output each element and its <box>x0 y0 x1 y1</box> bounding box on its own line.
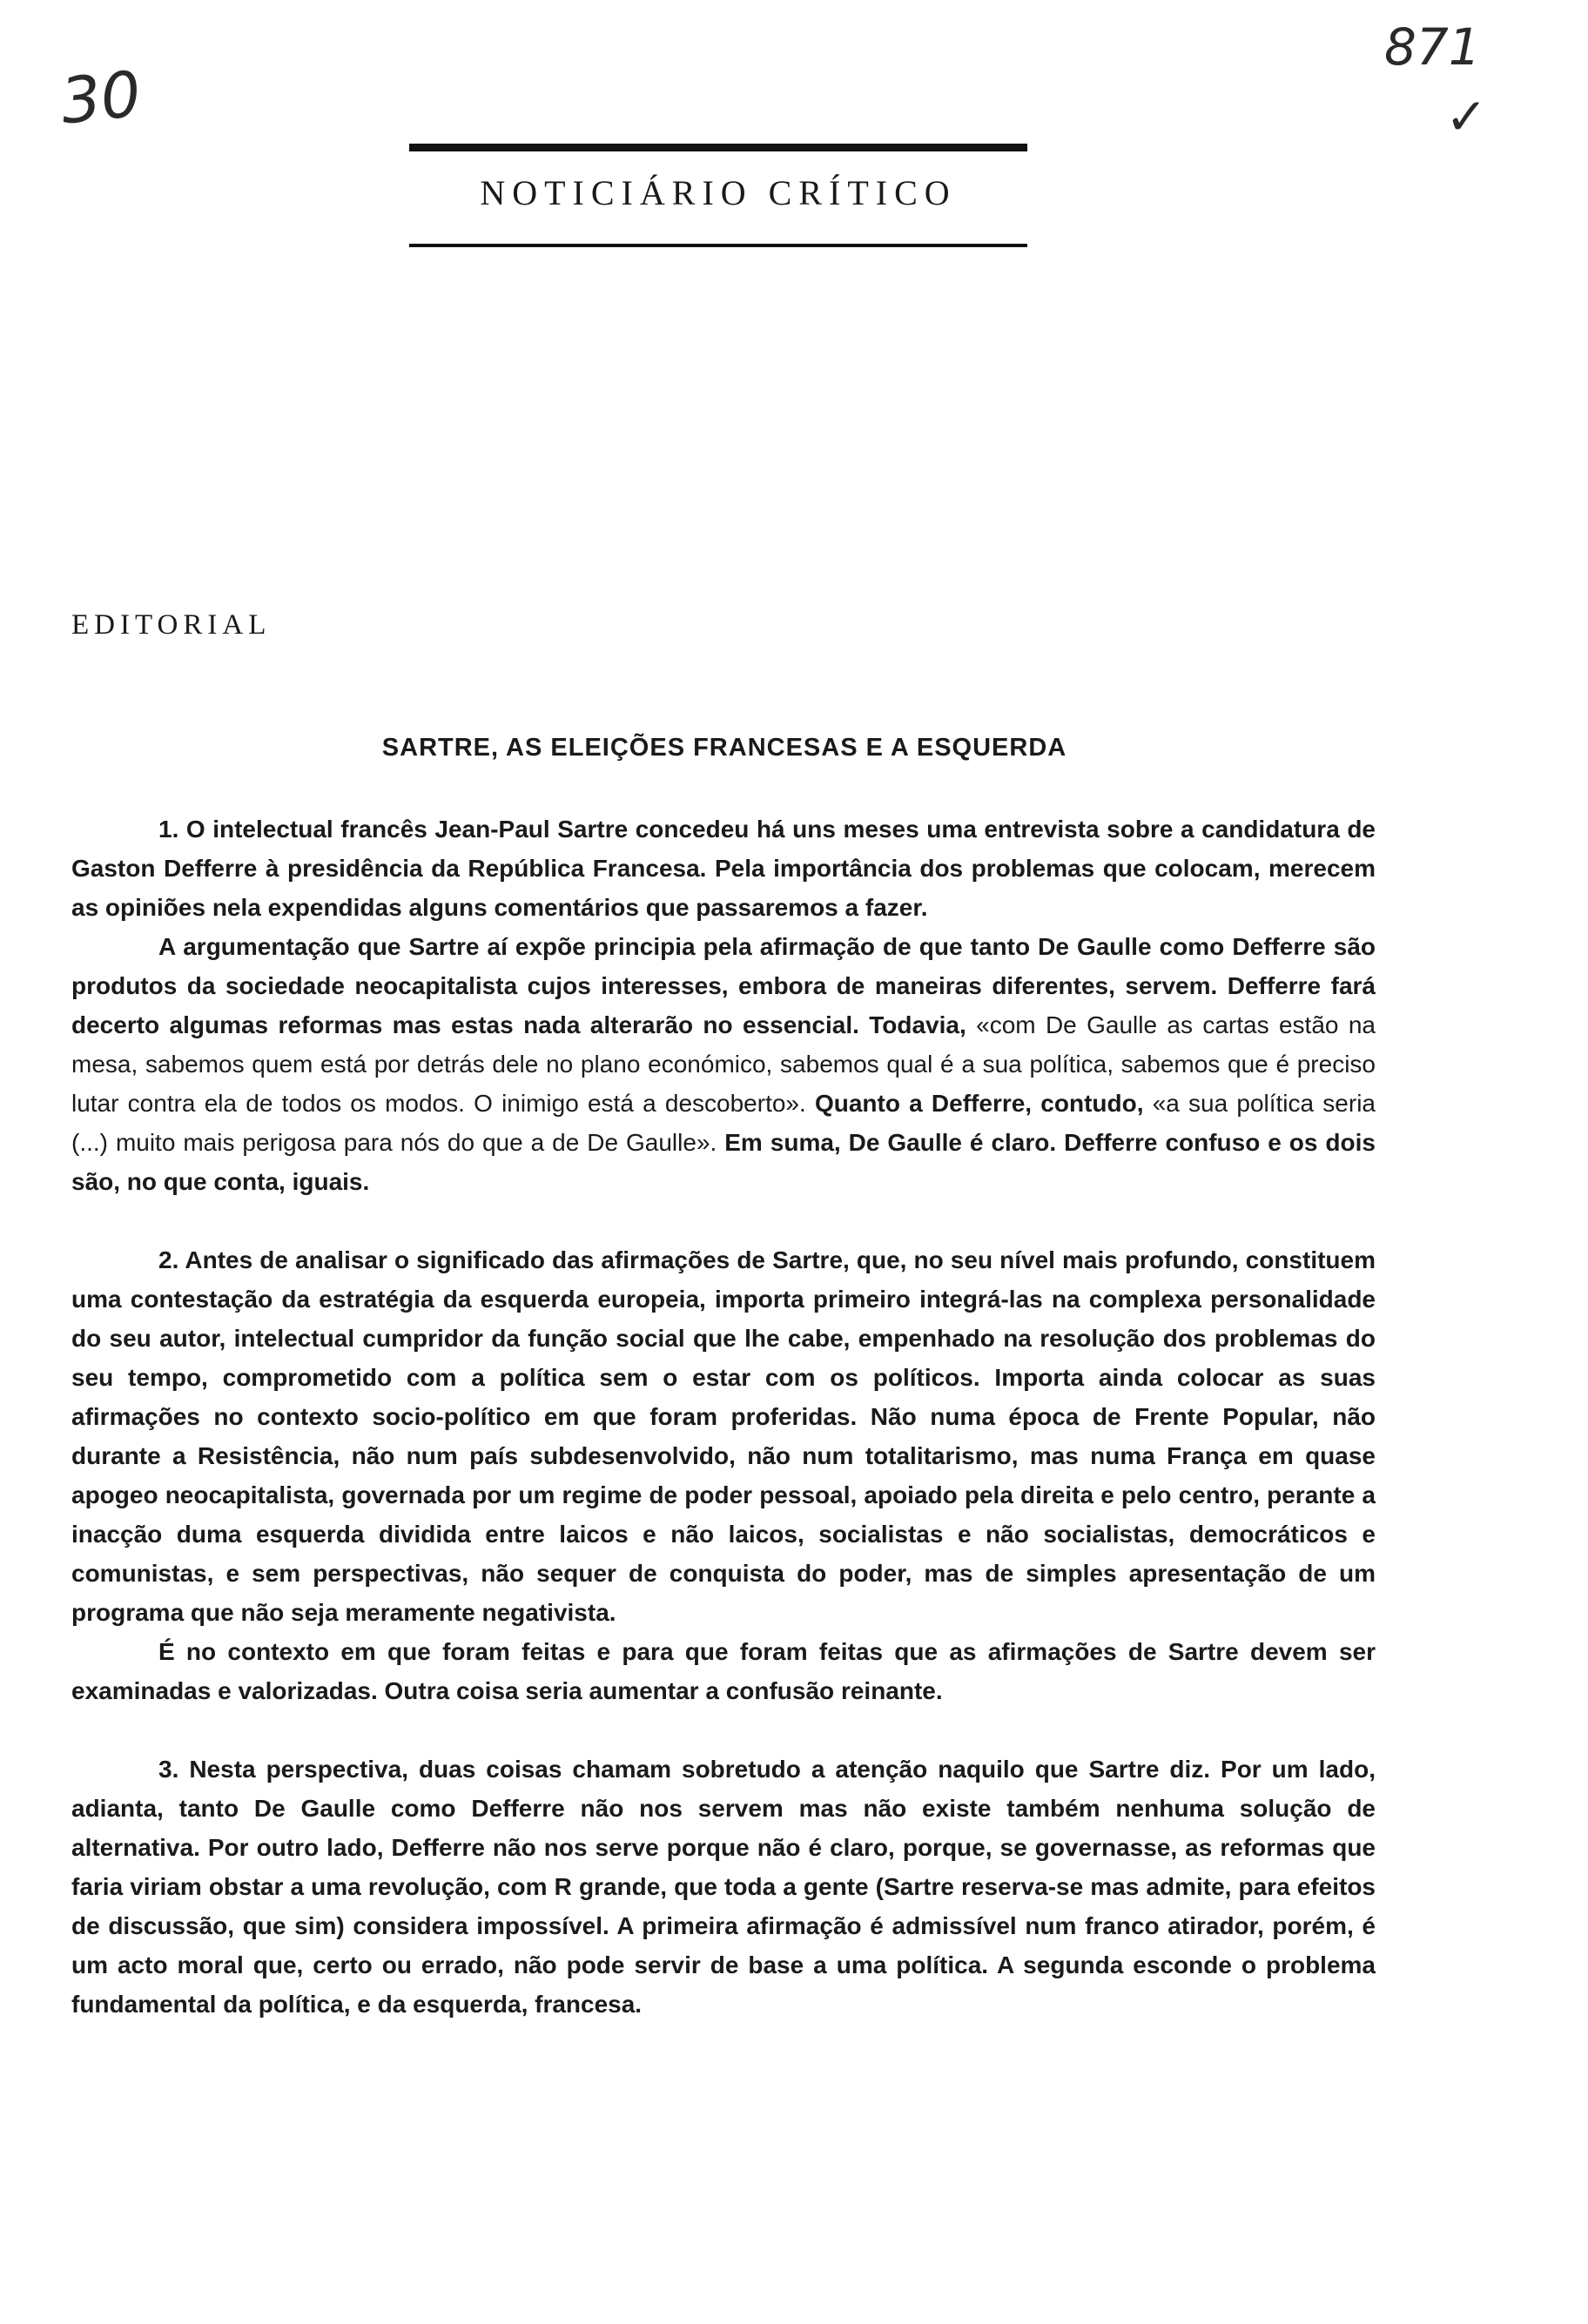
section-label: EDITORIAL <box>71 609 272 641</box>
paragraph-number: 2. <box>158 1246 185 1273</box>
paragraph-5 <box>71 1750 1376 2024</box>
paragraph-3 <box>71 1240 1376 1632</box>
paragraph-number: 3. <box>158 1756 190 1783</box>
paragraph-4 <box>71 1632 1376 1710</box>
paragraph-2 <box>71 927 1376 1201</box>
text-segment: Em suma, De Gaulle é claro. Defferre confuso e os dois são, no que conta, iguais. <box>71 1129 1376 1195</box>
section-title: NOTICIÁRIO CRÍTICO <box>480 173 957 212</box>
text-segment: Nesta perspectiva, duas coisas chamam sobretudo a atenção naquilo que Sartre diz. Por um lado, adianta, tanto De Gaulle como Defferre não nos servem mas não existe também nenhuma solução de alternativa. Por outro lado, Defferre não nos serve porque não é claro, porque, se governasse, as reformas que faria viriam obstar a uma revolução, com R grande, que toda a gente (Sartre reserva-se mas admite, para efeitos de discussão, que sim) considera impossível. A primeira afirmação é admissível num franco atirador, porém, é um acto moral que, certo ou errado, não pode servir de base a uma política. A segunda esconde o problema fundamental da política, e da esquerda, francesa. <box>71 1756 1376 2018</box>
text-segment: É no contexto em que foram feitas e para que foram feitas que as afirmações de Sartre devem ser examinadas e valorizadas. Outra coisa seria aumentar a confusão reinante. <box>71 1638 1376 1704</box>
text-segment: Antes de analisar o significado das afirmações de Sartre, que, no seu nível mais profundo, constituem uma contestação da estratégia da esquerda europeia, importa primeiro integrá-las na complexa personalidade do seu autor, intelectual cumpridor da função social que lhe cabe, empenhado na resolução dos problemas do seu tempo, comprometido com a política sem o estar com os políticos. Importa ainda colocar as suas afirmações no contexto socio-político em que foram proferidas. Não numa época de Frente Popular, não durante a Resistência, não num país subdesenvolvido, não num totalitarismo, mas numa França em quase apogeo neocapitalista, governada por um regime de poder pessoal, apoiado pela direita e pelo centro, perante a inacção duma esquerda dividida entre laicos e não laicos, socialistas e não socialistas, democráticos e comunistas, e sem perspectivas, não sequer de conquista do poder, mas de simples apresentação de um programa que não seja meramente negativista. <box>71 1246 1376 1626</box>
article-body <box>71 809 1376 2024</box>
handwritten-checkmark: ✓ <box>1445 87 1488 146</box>
quote-segment: «a sua política seria (...) muito mais perigosa para nós do que a de De Gaulle». <box>71 1090 1376 1156</box>
handwritten-page-number: 30 <box>57 57 145 138</box>
quote-segment: «com De Gaulle as cartas estão na mesa, sabemos quem está por detrás dele no plano económico, sabemos qual é a sua política, sabemos que é preciso lutar contra ela de todos os modos. O inimigo está a descoberto». <box>71 1011 1376 1117</box>
paragraph-1 <box>71 809 1376 927</box>
header-rule-top <box>409 144 1027 151</box>
text-segment: A argumentação que Sartre aí expõe principia pela afirmação de que tanto De Gaulle como Defferre são produtos da sociedade neocapitalista cujos interesses, embora de maneiras diferentes, servem. Defferre fará decerto algumas reformas mas estas nada alterarão no essencial. Todavia, <box>71 933 1376 1038</box>
header-rule-bottom <box>409 244 1027 247</box>
text-segment: Quanto a Defferre, contudo, <box>814 1090 1153 1117</box>
handwritten-reference-number: 871 <box>1384 17 1481 77</box>
article-title: SARTRE, AS ELEIÇÕES FRANCESAS E A ESQUERDA <box>381 734 1067 762</box>
text-segment: O intelectual francês Jean-Paul Sartre concedeu há uns meses uma entrevista sobre a candidatura de Gaston Defferre à presidência da República Francesa. Pela importância dos problemas que colocam, merecem as opiniões nela expendidas alguns comentários que passaremos a fazer. <box>71 816 1376 921</box>
paragraph-number: 1. <box>158 816 186 843</box>
